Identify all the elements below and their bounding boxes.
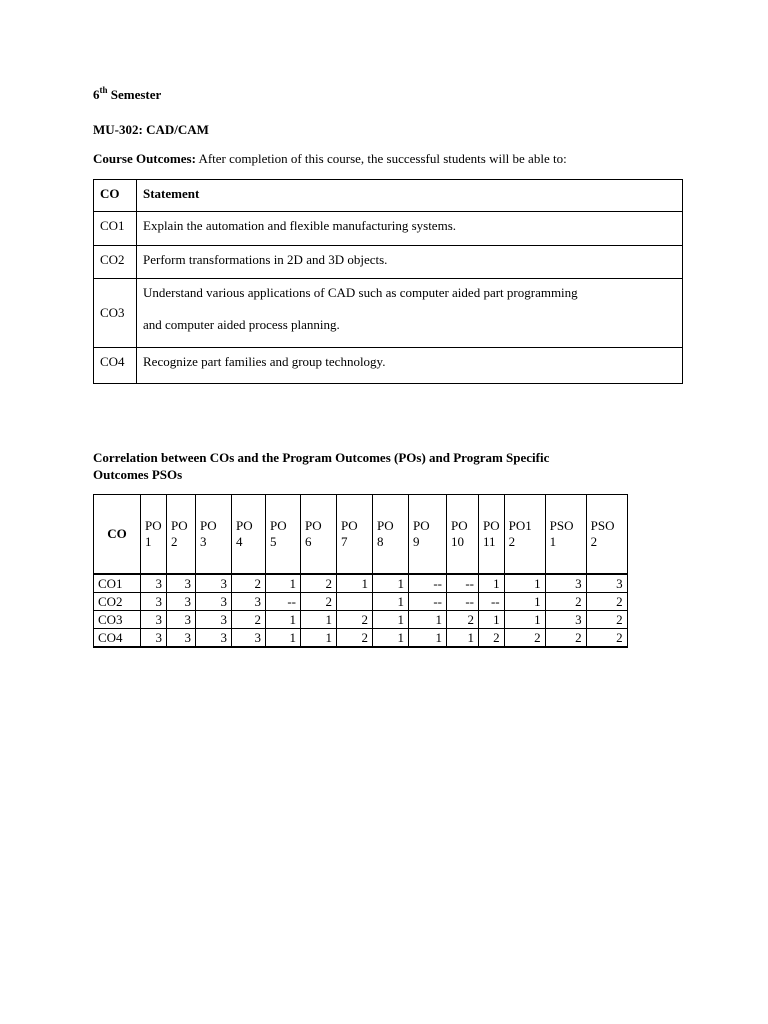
- matrix-header-line1: PO: [483, 518, 500, 533]
- matrix-header-line2: 11: [483, 534, 496, 549]
- matrix-header-line2: 6: [305, 534, 312, 549]
- matrix-header-cell: [167, 495, 196, 575]
- matrix-row-label: CO3: [94, 611, 141, 629]
- correlation-heading-line2: Outcomes PSOs: [93, 467, 183, 482]
- matrix-cell: 3: [196, 574, 232, 593]
- matrix-header-cell: [586, 495, 627, 575]
- table-row: [94, 279, 683, 348]
- matrix-cell: 1: [266, 611, 301, 629]
- matrix-header-line1: PO: [236, 518, 253, 533]
- correlation-heading-line1: Correlation between COs and the Program Outcomes (POs) and Program Specific: [93, 450, 550, 465]
- matrix-header-cell: [301, 495, 337, 575]
- matrix-cell: 1: [479, 611, 505, 629]
- matrix-header-co: [94, 495, 141, 575]
- matrix-header-cell: [196, 495, 232, 575]
- co-statement-line1: Understand various applications of CAD such as computer aided part programming: [143, 285, 578, 300]
- matrix-header-cell: [337, 495, 373, 575]
- matrix-cell: 3: [167, 593, 196, 611]
- matrix-header-line2: 4: [236, 534, 243, 549]
- matrix-cell: 1: [373, 629, 409, 648]
- co-statement-line2: and computer aided process planning.: [143, 317, 340, 332]
- matrix-cell: 1: [409, 629, 447, 648]
- matrix-header-line1: PSO: [549, 518, 574, 533]
- matrix-header-line1: PO: [145, 518, 162, 533]
- matrix-cell: 2: [545, 593, 586, 611]
- matrix-header-line2: 7: [341, 534, 348, 549]
- matrix-cell: 1: [409, 611, 447, 629]
- course-outcomes-intro: [93, 151, 567, 167]
- co-label: CO4: [94, 348, 137, 384]
- matrix-cell: 3: [545, 611, 586, 629]
- matrix-cell: 1: [373, 574, 409, 593]
- matrix-cell: --: [447, 593, 479, 611]
- matrix-body: [94, 574, 628, 647]
- matrix-row-label: CO1: [94, 574, 141, 593]
- matrix-cell: --: [447, 574, 479, 593]
- matrix-header-line1: PSO: [590, 518, 615, 533]
- matrix-header-cell: [545, 495, 586, 575]
- matrix-cell: 3: [141, 611, 167, 629]
- matrix-header-line2: 2: [171, 534, 178, 549]
- matrix-cell: 1: [301, 611, 337, 629]
- matrix-cell: 2: [586, 593, 627, 611]
- matrix-header-line2: 9: [413, 534, 420, 549]
- matrix-header-cell: [504, 495, 545, 575]
- matrix-cell: 3: [196, 611, 232, 629]
- matrix-header-line2: 10: [451, 534, 464, 549]
- table-row: [94, 593, 628, 611]
- semester-heading: [93, 84, 162, 103]
- matrix-cell: 3: [167, 629, 196, 648]
- matrix-cell: 2: [586, 611, 627, 629]
- matrix-header-line1: PO: [377, 518, 394, 533]
- matrix-cell: 1: [266, 574, 301, 593]
- matrix-cell: 1: [504, 593, 545, 611]
- matrix-cell: 2: [232, 574, 266, 593]
- table-row: [94, 629, 628, 648]
- matrix-header-line2: 2: [508, 534, 516, 549]
- semester-number: 6: [93, 87, 100, 102]
- co-label: CO3: [94, 279, 137, 348]
- matrix-header-line1: PO: [305, 518, 322, 533]
- matrix-cell: 3: [232, 629, 266, 648]
- matrix-cell: 2: [301, 574, 337, 593]
- table-row: [94, 212, 683, 246]
- matrix-cell: 1: [266, 629, 301, 648]
- matrix-cell: [337, 593, 373, 611]
- matrix-cell: 2: [545, 629, 586, 648]
- matrix-header-cell: [232, 495, 266, 575]
- semester-sup: th: [99, 84, 108, 95]
- matrix-cell: 1: [447, 629, 479, 648]
- table-header-row: [94, 180, 683, 212]
- matrix-header-line2: 8: [377, 534, 384, 549]
- matrix-cell: 3: [196, 593, 232, 611]
- matrix-header-line1: PO: [413, 518, 430, 533]
- matrix-cell: 2: [586, 629, 627, 648]
- matrix-cell: 1: [504, 611, 545, 629]
- header-statement: Statement: [137, 180, 683, 212]
- matrix-header-cell: [447, 495, 479, 575]
- matrix-header-line2: 3: [200, 534, 207, 549]
- matrix-cell: --: [409, 574, 447, 593]
- matrix-cell: 2: [232, 611, 266, 629]
- matrix-header-cell: [409, 495, 447, 575]
- co-statement: Recognize part families and group technology.: [137, 348, 683, 384]
- matrix-cell: 3: [545, 574, 586, 593]
- matrix-cell: --: [409, 593, 447, 611]
- matrix-cell: 1: [504, 574, 545, 593]
- matrix-header-line1: PO: [200, 518, 217, 533]
- matrix-header-line1: PO1: [508, 518, 532, 533]
- table-row: [94, 348, 683, 384]
- matrix-cell: --: [479, 593, 505, 611]
- matrix-cell: 3: [167, 574, 196, 593]
- co-label: CO1: [94, 212, 137, 246]
- matrix-row-label: CO2: [94, 593, 141, 611]
- matrix-cell: 3: [232, 593, 266, 611]
- matrix-header-line1: PO: [451, 518, 468, 533]
- matrix-cell: 3: [141, 574, 167, 593]
- matrix-cell: 2: [447, 611, 479, 629]
- table-row: [94, 611, 628, 629]
- matrix-cell: 1: [479, 574, 505, 593]
- matrix-row-label: CO4: [94, 629, 141, 648]
- matrix-header-line1: PO: [171, 518, 188, 533]
- matrix-header-row: [94, 495, 628, 575]
- matrix-header-line2: 2: [590, 534, 598, 549]
- correlation-matrix: [93, 494, 628, 648]
- matrix-cell: 1: [373, 593, 409, 611]
- matrix-header-cell: [141, 495, 167, 575]
- header-co: CO: [94, 180, 137, 212]
- co-statement: Explain the automation and flexible manufacturing systems.: [137, 212, 683, 246]
- table-row: [94, 574, 628, 593]
- matrix-cell: 3: [586, 574, 627, 593]
- matrix-cell: 3: [141, 593, 167, 611]
- matrix-header-co-label: CO: [107, 526, 127, 541]
- matrix-header-cell: [479, 495, 505, 575]
- matrix-cell: 1: [373, 611, 409, 629]
- matrix-cell: 2: [504, 629, 545, 648]
- matrix-header-line2: 1: [549, 534, 557, 549]
- semester-word: Semester: [107, 87, 162, 102]
- matrix-cell: 1: [301, 629, 337, 648]
- matrix-cell: 2: [301, 593, 337, 611]
- co-label: CO2: [94, 246, 137, 279]
- course-title: MU-302: CAD/CAM: [93, 122, 209, 137]
- outcomes-label: Course Outcomes:: [93, 151, 196, 166]
- matrix-cell: 3: [141, 629, 167, 648]
- co-statement: Perform transformations in 2D and 3D objects.: [137, 246, 683, 279]
- outcomes-text: After completion of this course, the successful students will be able to:: [195, 151, 567, 166]
- matrix-header-line2: 5: [270, 534, 277, 549]
- table-row: [94, 246, 683, 279]
- matrix-header-line1: PO: [341, 518, 358, 533]
- matrix-header-line2: 1: [145, 534, 152, 549]
- matrix-cell: 1: [337, 574, 373, 593]
- co-statement: [137, 279, 683, 348]
- matrix-cell: 3: [196, 629, 232, 648]
- matrix-header-cell: [266, 495, 301, 575]
- course-outcomes-table: [93, 179, 683, 384]
- matrix-cell: 2: [479, 629, 505, 648]
- matrix-cell: 2: [337, 611, 373, 629]
- matrix-cell: 2: [337, 629, 373, 648]
- matrix-cell: 3: [167, 611, 196, 629]
- matrix-cell: --: [266, 593, 301, 611]
- matrix-header-cell: [373, 495, 409, 575]
- matrix-header-line1: PO: [270, 518, 287, 533]
